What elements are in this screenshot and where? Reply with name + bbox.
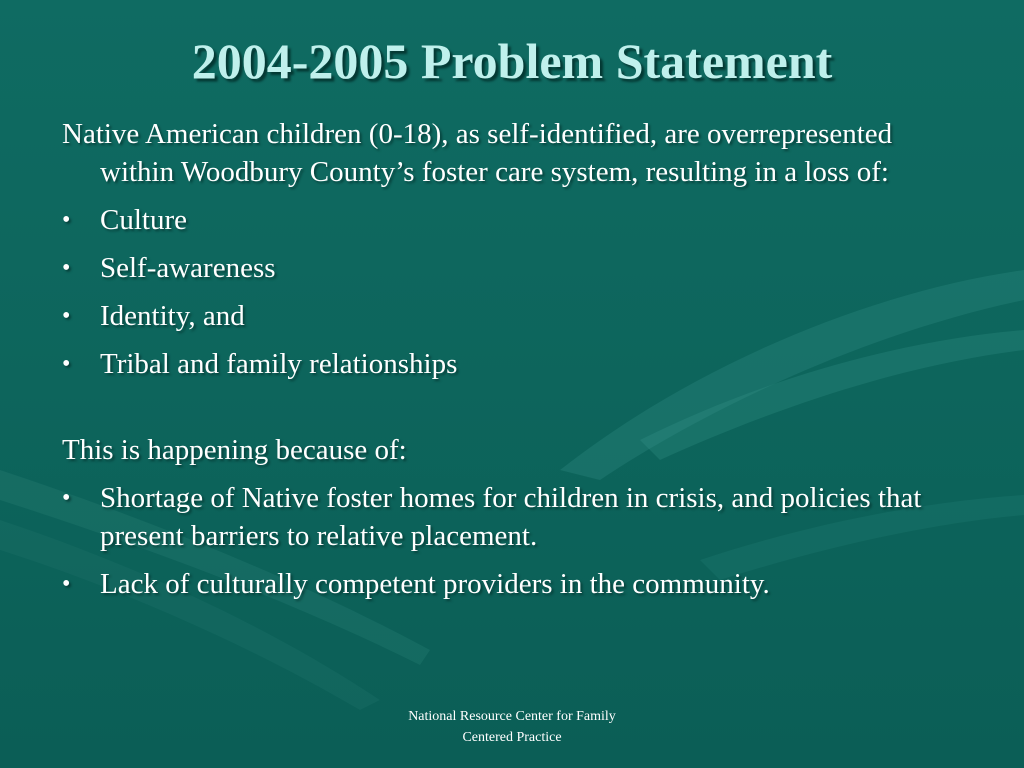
cause-list [62,479,962,603]
bullet-icon: • [62,303,71,329]
bullet-icon: • [62,207,71,233]
list-item [62,565,962,603]
list-item-text: Identity, and [100,300,245,332]
slide-title: 2004-2005 Problem Statement [191,33,833,89]
bullet-icon: • [62,255,71,281]
footer-line-2: Centered Practice [462,730,562,745]
intro-paragraph: Native American children (0-18), as self-identified, are overrepresented within Woodbury County’s foster care system, resulting in a loss of: [62,118,893,188]
bullet-icon: • [62,351,71,377]
bullet-icon: • [62,571,71,597]
slide-body [62,115,962,603]
list-item-text: Shortage of Native foster homes for children in crisis, and policies that present barriers to relative placement. [100,482,922,552]
list-item [62,479,962,555]
bullet-icon: • [62,485,71,511]
loss-list [62,201,962,383]
list-item-text: Self-awareness [100,252,276,284]
spacer [62,383,962,431]
list-item [62,201,962,239]
list-item-text: Tribal and family relationships [100,348,458,380]
list-item-text: Culture [100,204,187,236]
footer-line-1: National Resource Center for Family [408,709,616,724]
list-item-text: Lack of culturally competent providers in the community. [100,568,770,600]
footer-credit [362,706,662,748]
list-item [62,297,962,335]
list-item [62,249,962,287]
cause-heading: This is happening because of: [62,434,407,466]
list-item [62,345,962,383]
